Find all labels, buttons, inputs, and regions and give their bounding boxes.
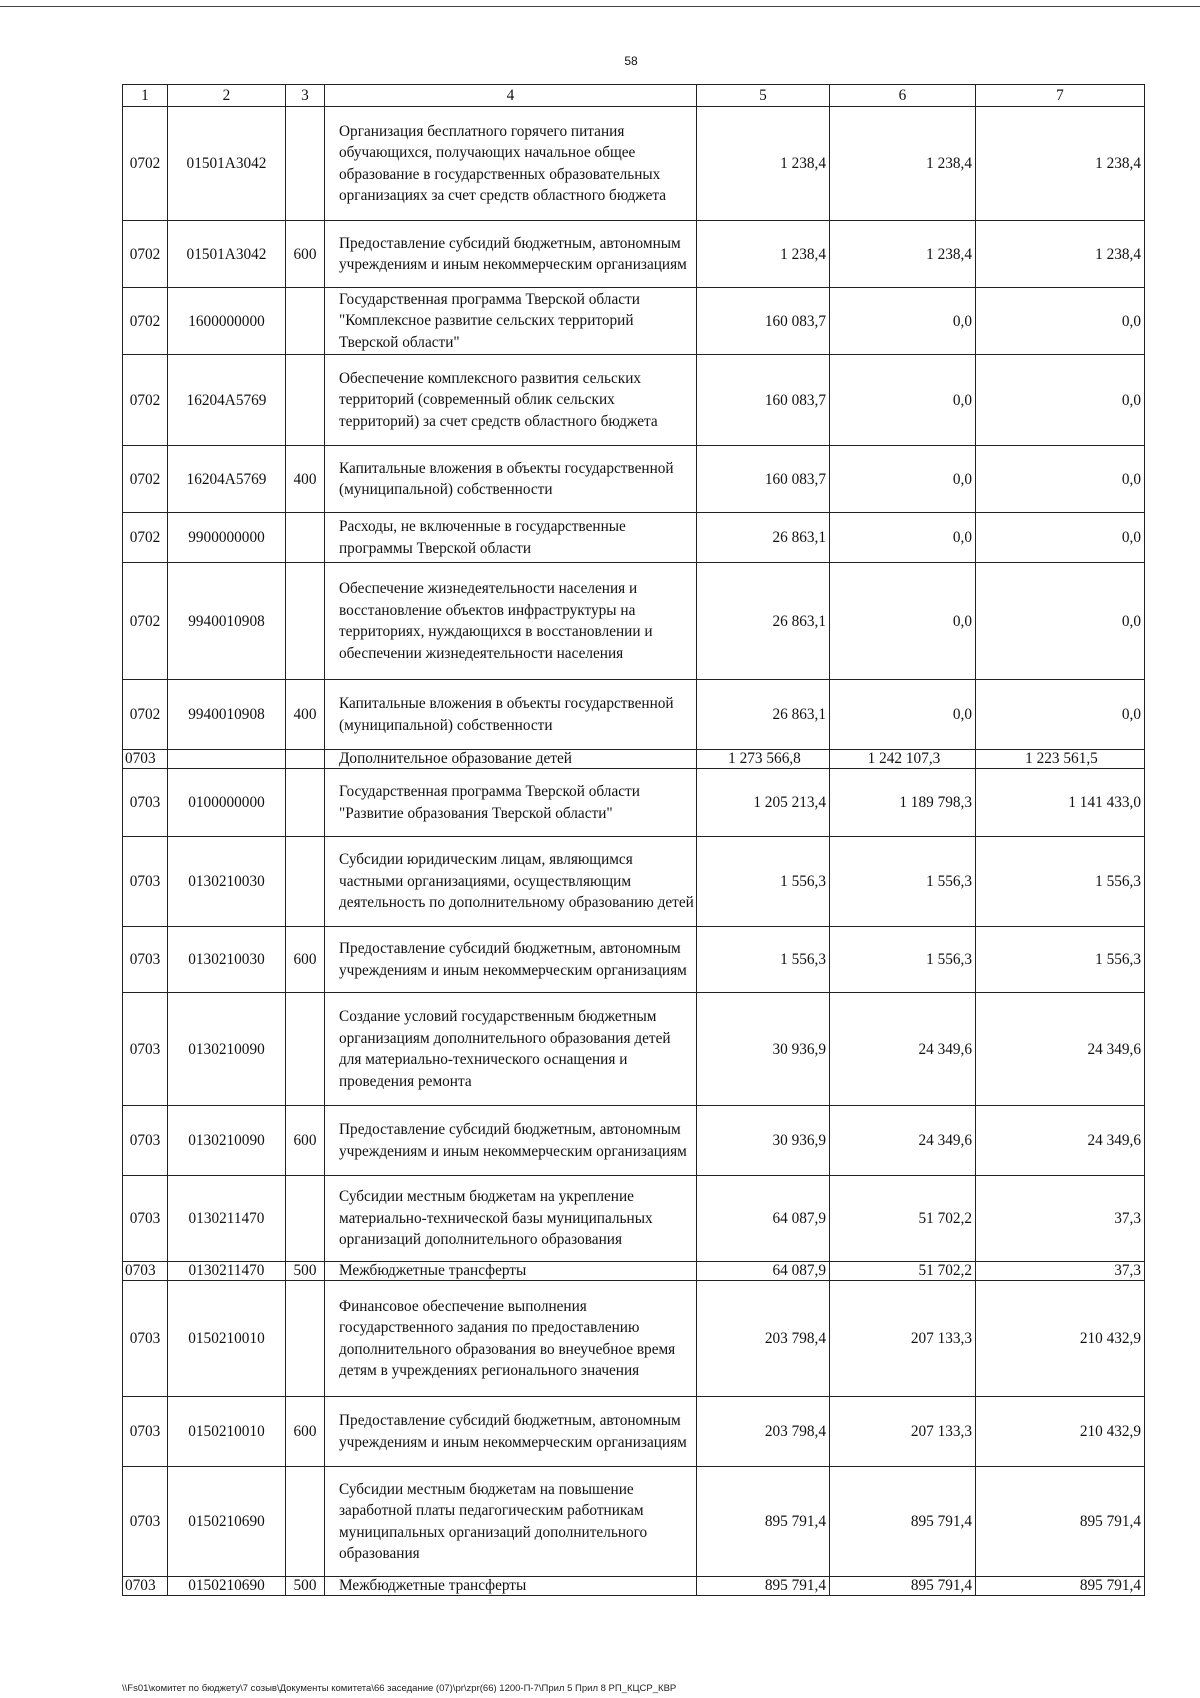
section-cell: 0702	[123, 563, 168, 680]
table-row	[123, 513, 1145, 563]
value-cell-5: 30 936,9	[697, 1106, 830, 1176]
csr-cell: 9940010908	[168, 563, 286, 680]
section-cell: 0703	[123, 1106, 168, 1176]
section-cell: 0702	[123, 288, 168, 355]
col-header: 5	[697, 85, 830, 107]
value-cell-7: 37,3	[976, 1176, 1145, 1262]
section-cell: 0703	[123, 1467, 168, 1577]
csr-cell	[168, 750, 286, 769]
col-header: 2	[168, 85, 286, 107]
table-row	[123, 993, 1145, 1106]
value-cell-5: 64 087,9	[697, 1176, 830, 1262]
table-row	[123, 355, 1145, 446]
value-cell-5: 26 863,1	[697, 563, 830, 680]
table-row	[123, 1577, 1145, 1596]
name-cell: Государственная программа Тверской области "Развитие образования Тверской области"	[325, 769, 697, 837]
kvr-cell	[286, 563, 325, 680]
budget-table	[122, 84, 1145, 1596]
section-cell: 0703	[123, 769, 168, 837]
value-cell-5: 1 556,3	[697, 837, 830, 927]
value-cell-5: 895 791,4	[697, 1577, 830, 1596]
value-cell-5: 203 798,4	[697, 1281, 830, 1397]
name-cell: Субсидии местным бюджетам на повышение заработной платы педагогическим работникам муниципальных организаций дополнительного образования	[325, 1467, 697, 1577]
table-row	[123, 446, 1145, 513]
value-cell-7: 895 791,4	[976, 1467, 1145, 1577]
value-cell-7: 1 238,4	[976, 107, 1145, 221]
table-row	[123, 1397, 1145, 1467]
kvr-cell: 600	[286, 927, 325, 993]
col-header: 6	[830, 85, 976, 107]
col-header: 7	[976, 85, 1145, 107]
value-cell-7: 0,0	[976, 680, 1145, 750]
section-cell: 0702	[123, 680, 168, 750]
name-cell: Обеспечение комплексного развития сельских территорий (современный облик сельских территорий) за счет средств областного бюджета	[325, 355, 697, 446]
kvr-cell: 500	[286, 1577, 325, 1596]
table-row	[123, 837, 1145, 927]
name-cell: Расходы, не включенные в государственные программы Тверской области	[325, 513, 697, 563]
table-row	[123, 769, 1145, 837]
value-cell-6: 1 556,3	[830, 927, 976, 993]
value-cell-7: 0,0	[976, 355, 1145, 446]
top-rule	[0, 6, 1200, 7]
value-cell-6: 51 702,2	[830, 1262, 976, 1281]
value-cell-5: 1 238,4	[697, 221, 830, 288]
csr-cell: 01501A3042	[168, 221, 286, 288]
value-cell-7: 1 556,3	[976, 837, 1145, 927]
table-row	[123, 1106, 1145, 1176]
value-cell-6: 1 238,4	[830, 107, 976, 221]
table-row	[123, 563, 1145, 680]
col-header: 4	[325, 85, 697, 107]
value-cell-6: 51 702,2	[830, 1176, 976, 1262]
value-cell-7: 24 349,6	[976, 993, 1145, 1106]
value-cell-7: 0,0	[976, 513, 1145, 563]
csr-cell: 0130210030	[168, 837, 286, 927]
name-cell: Создание условий государственным бюджетным организациям дополнительного образования детей для материально-технического оснащения и проведения ремонта	[325, 993, 697, 1106]
value-cell-6: 0,0	[830, 446, 976, 513]
section-cell: 0703	[123, 750, 168, 769]
kvr-cell	[286, 355, 325, 446]
section-cell: 0702	[123, 107, 168, 221]
name-cell: Организация бесплатного горячего питания обучающихся, получающих начальное общее образование в государственных образовательных организациях за счет средств областного бюджета	[325, 107, 697, 221]
name-cell: Межбюджетные трансферты	[325, 1262, 697, 1281]
kvr-cell	[286, 1467, 325, 1577]
value-cell-6: 0,0	[830, 513, 976, 563]
kvr-cell	[286, 993, 325, 1106]
csr-cell: 9900000000	[168, 513, 286, 563]
kvr-cell: 600	[286, 1397, 325, 1467]
value-cell-6: 24 349,6	[830, 1106, 976, 1176]
name-cell: Государственная программа Тверской области "Комплексное развитие сельских территорий Тверской области"	[325, 288, 697, 355]
value-cell-7: 0,0	[976, 288, 1145, 355]
value-cell-7: 37,3	[976, 1262, 1145, 1281]
section-cell: 0703	[123, 837, 168, 927]
kvr-cell	[286, 1281, 325, 1397]
value-cell-5: 26 863,1	[697, 513, 830, 563]
name-cell: Предоставление субсидий бюджетным, автономным учреждениям и иным некоммерческим организациям	[325, 221, 697, 288]
table-row	[123, 927, 1145, 993]
name-cell: Предоставление субсидий бюджетным, автономным учреждениям и иным некоммерческим организациям	[325, 1106, 697, 1176]
table-row	[123, 1176, 1145, 1262]
kvr-cell: 400	[286, 446, 325, 513]
kvr-cell: 400	[286, 680, 325, 750]
table-row	[123, 1467, 1145, 1577]
value-cell-5: 160 083,7	[697, 288, 830, 355]
csr-cell: 0130210090	[168, 1106, 286, 1176]
kvr-cell	[286, 107, 325, 221]
value-cell-5: 1 273 566,8	[697, 750, 830, 769]
name-cell: Субсидии юридическим лицам, являющимся частными организациями, осуществляющим деятельность по дополнительному образованию детей	[325, 837, 697, 927]
name-cell: Субсидии местным бюджетам на укрепление материально-технической базы муниципальных организаций дополнительного образования	[325, 1176, 697, 1262]
csr-cell: 0130210030	[168, 927, 286, 993]
section-cell: 0703	[123, 1262, 168, 1281]
csr-cell: 16204A5769	[168, 355, 286, 446]
kvr-cell	[286, 1176, 325, 1262]
value-cell-5: 203 798,4	[697, 1397, 830, 1467]
table-row	[123, 288, 1145, 355]
csr-cell: 0130210090	[168, 993, 286, 1106]
value-cell-6: 1 556,3	[830, 837, 976, 927]
value-cell-6: 1 238,4	[830, 221, 976, 288]
header-row	[123, 85, 1145, 107]
value-cell-7: 0,0	[976, 563, 1145, 680]
value-cell-5: 1 238,4	[697, 107, 830, 221]
kvr-cell	[286, 769, 325, 837]
section-cell: 0703	[123, 1176, 168, 1262]
value-cell-5: 64 087,9	[697, 1262, 830, 1281]
value-cell-6: 1 189 798,3	[830, 769, 976, 837]
footer-file-path: \\Fs01\комитет по бюджету\7 созыв\Документы комитета\66 заседание (07)\pr\zpr(66) 1200-П-7\Прил 5 Прил 8 РП_КЦСР_КВР	[122, 1683, 677, 1694]
section-cell: 0703	[123, 1281, 168, 1397]
value-cell-6: 0,0	[830, 288, 976, 355]
csr-cell: 0150210010	[168, 1281, 286, 1397]
value-cell-5: 895 791,4	[697, 1467, 830, 1577]
table-row	[123, 221, 1145, 288]
value-cell-7: 895 791,4	[976, 1577, 1145, 1596]
col-header: 3	[286, 85, 325, 107]
csr-cell: 0150210690	[168, 1467, 286, 1577]
name-cell: Финансовое обеспечение выполнения государственного задания по предоставлению дополнительного образования во внеучебное время детям в учреждениях регионального значения	[325, 1281, 697, 1397]
name-cell: Капитальные вложения в объекты государственной (муниципальной) собственности	[325, 680, 697, 750]
value-cell-6: 0,0	[830, 680, 976, 750]
value-cell-5: 1 556,3	[697, 927, 830, 993]
value-cell-5: 30 936,9	[697, 993, 830, 1106]
value-cell-7: 0,0	[976, 446, 1145, 513]
section-cell: 0703	[123, 1577, 168, 1596]
value-cell-6: 0,0	[830, 563, 976, 680]
kvr-cell: 600	[286, 1106, 325, 1176]
value-cell-6: 207 133,3	[830, 1281, 976, 1397]
name-cell: Дополнительное образование детей	[325, 750, 697, 769]
csr-cell: 0150210690	[168, 1577, 286, 1596]
value-cell-6: 207 133,3	[830, 1397, 976, 1467]
csr-cell: 16204A5769	[168, 446, 286, 513]
section-cell: 0703	[123, 927, 168, 993]
col-header: 1	[123, 85, 168, 107]
csr-cell: 0130211470	[168, 1176, 286, 1262]
value-cell-6: 0,0	[830, 355, 976, 446]
csr-cell: 0150210010	[168, 1397, 286, 1467]
value-cell-5: 160 083,7	[697, 355, 830, 446]
value-cell-5: 160 083,7	[697, 446, 830, 513]
csr-cell: 0100000000	[168, 769, 286, 837]
name-cell: Обеспечение жизнедеятельности населения и восстановление объектов инфраструктуры на территориях, нуждающихся в восстановлении и обеспечении жизнедеятельности населения	[325, 563, 697, 680]
value-cell-6: 1 242 107,3	[830, 750, 976, 769]
table-row	[123, 750, 1145, 769]
value-cell-7: 1 223 561,5	[976, 750, 1145, 769]
section-cell: 0702	[123, 355, 168, 446]
table-row	[123, 680, 1145, 750]
value-cell-6: 24 349,6	[830, 993, 976, 1106]
kvr-cell: 500	[286, 1262, 325, 1281]
section-cell: 0703	[123, 1397, 168, 1467]
csr-cell: 01501A3042	[168, 107, 286, 221]
section-cell: 0702	[123, 221, 168, 288]
table-row	[123, 107, 1145, 221]
kvr-cell	[286, 288, 325, 355]
value-cell-7: 1 556,3	[976, 927, 1145, 993]
csr-cell: 9940010908	[168, 680, 286, 750]
value-cell-7: 210 432,9	[976, 1281, 1145, 1397]
section-cell: 0702	[123, 513, 168, 563]
name-cell: Капитальные вложения в объекты государственной (муниципальной) собственности	[325, 446, 697, 513]
csr-cell: 1600000000	[168, 288, 286, 355]
value-cell-5: 1 205 213,4	[697, 769, 830, 837]
table-row	[123, 1262, 1145, 1281]
value-cell-7: 1 238,4	[976, 221, 1145, 288]
kvr-cell: 600	[286, 221, 325, 288]
section-cell: 0703	[123, 993, 168, 1106]
kvr-cell	[286, 837, 325, 927]
name-cell: Предоставление субсидий бюджетным, автономным учреждениям и иным некоммерческим организациям	[325, 927, 697, 993]
page-number: 58	[624, 54, 638, 68]
value-cell-7: 210 432,9	[976, 1397, 1145, 1467]
kvr-cell	[286, 750, 325, 769]
name-cell: Межбюджетные трансферты	[325, 1577, 697, 1596]
table-row	[123, 1281, 1145, 1397]
value-cell-7: 24 349,6	[976, 1106, 1145, 1176]
value-cell-7: 1 141 433,0	[976, 769, 1145, 837]
name-cell: Предоставление субсидий бюджетным, автономным учреждениям и иным некоммерческим организациям	[325, 1397, 697, 1467]
section-cell: 0702	[123, 446, 168, 513]
csr-cell: 0130211470	[168, 1262, 286, 1281]
value-cell-6: 895 791,4	[830, 1577, 976, 1596]
kvr-cell	[286, 513, 325, 563]
value-cell-6: 895 791,4	[830, 1467, 976, 1577]
value-cell-5: 26 863,1	[697, 680, 830, 750]
